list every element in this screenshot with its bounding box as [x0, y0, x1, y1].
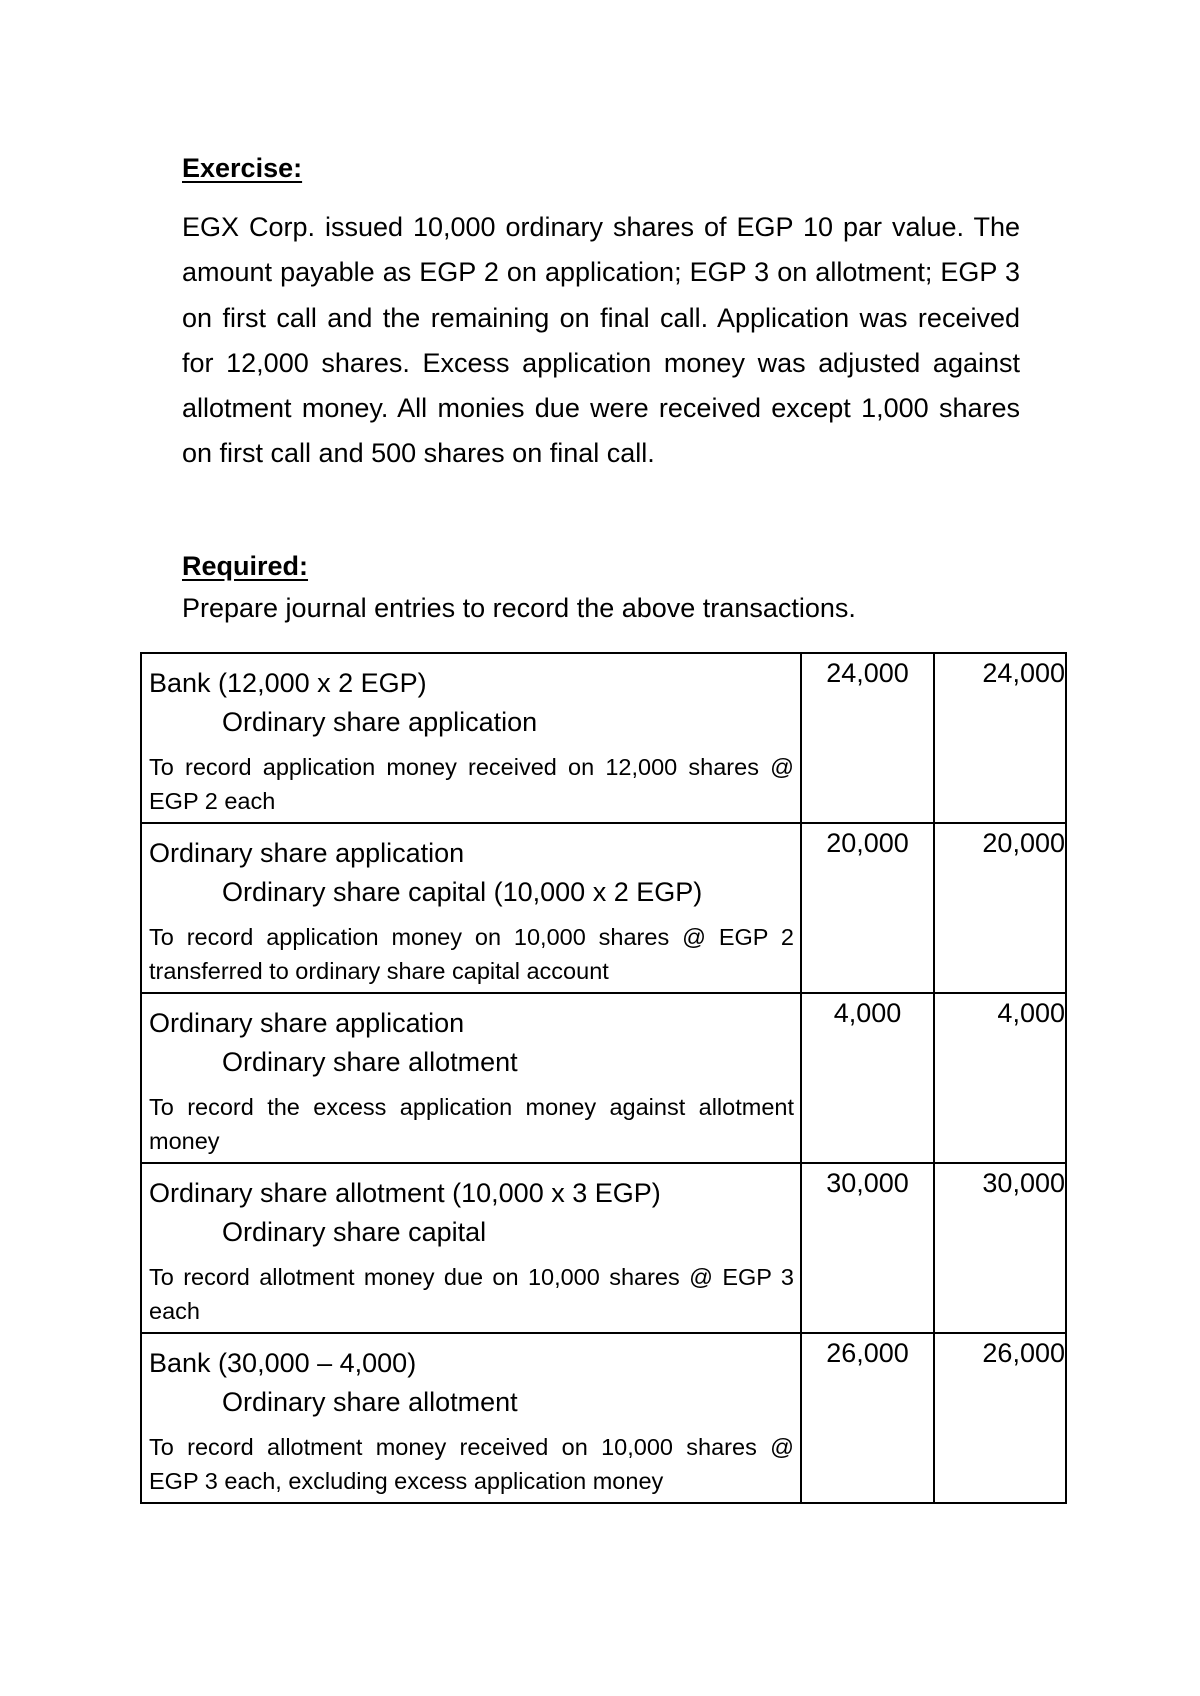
credit-amount: 30,000 [934, 1163, 1066, 1333]
journal-entry-row [141, 823, 1066, 993]
entry-narration: To record application money received on 12,000 shares @ EGP 2 each [149, 754, 794, 814]
credit-amount: 20,000 [934, 823, 1066, 993]
journal-entry-row [141, 993, 1066, 1163]
entry-description-cell [141, 993, 801, 1163]
journal-entries-table [140, 652, 1067, 1504]
entry-narration: To record application money on 10,000 shares @ EGP 2 transferred to ordinary share capital account [149, 924, 794, 984]
required-heading: Required: [182, 551, 309, 581]
credit-amount: 26,000 [934, 1333, 1066, 1503]
entry-narration: To record the excess application money against allotment money [149, 1094, 794, 1154]
debit-account: Ordinary share application [149, 1008, 465, 1038]
debit-account: Bank (12,000 x 2 EGP) [149, 668, 427, 698]
debit-amount: 30,000 [801, 1163, 934, 1333]
credit-account: Ordinary share capital [222, 1217, 487, 1247]
credit-account: Ordinary share allotment [222, 1047, 518, 1077]
entry-narration: To record allotment money due on 10,000 shares @ EGP 3 each [149, 1264, 794, 1324]
debit-amount: 4,000 [801, 993, 934, 1163]
debit-account: Ordinary share allotment (10,000 x 3 EGP) [149, 1178, 661, 1208]
entry-narration: To record allotment money received on 10,000 shares @ EGP 3 each, excluding excess application money [149, 1434, 794, 1494]
entry-description-cell [141, 653, 801, 823]
required-text: Prepare journal entries to record the above transactions. [182, 593, 856, 623]
entry-description-cell [141, 1163, 801, 1333]
credit-amount: 24,000 [934, 653, 1066, 823]
debit-account: Ordinary share application [149, 838, 465, 868]
debit-amount: 24,000 [801, 653, 934, 823]
entry-description-cell [141, 823, 801, 993]
credit-account: Ordinary share application [222, 707, 538, 737]
journal-entry-row [141, 1163, 1066, 1333]
debit-amount: 26,000 [801, 1333, 934, 1503]
debit-amount: 20,000 [801, 823, 934, 993]
credit-amount: 4,000 [934, 993, 1066, 1163]
entry-description-cell [141, 1333, 801, 1503]
journal-entry-row [141, 1333, 1066, 1503]
credit-account: Ordinary share capital (10,000 x 2 EGP) [222, 877, 703, 907]
credit-account: Ordinary share allotment [222, 1387, 518, 1417]
journal-entry-row [141, 653, 1066, 823]
exercise-text: EGX Corp. issued 10,000 ordinary shares of EGP 10 par value. The amount payable as EGP 2 on application; EGP 3 on allotment; EGP 3 on first call and the remaining on final call. Application was received for 12,000 shares. Excess application money was adjusted against allotment money. All monies due were received except 1,000 shares on first call and 500 shares on final call. [182, 212, 1020, 469]
debit-account: Bank (30,000 – 4,000) [149, 1348, 417, 1378]
exercise-heading: Exercise: [182, 153, 303, 183]
